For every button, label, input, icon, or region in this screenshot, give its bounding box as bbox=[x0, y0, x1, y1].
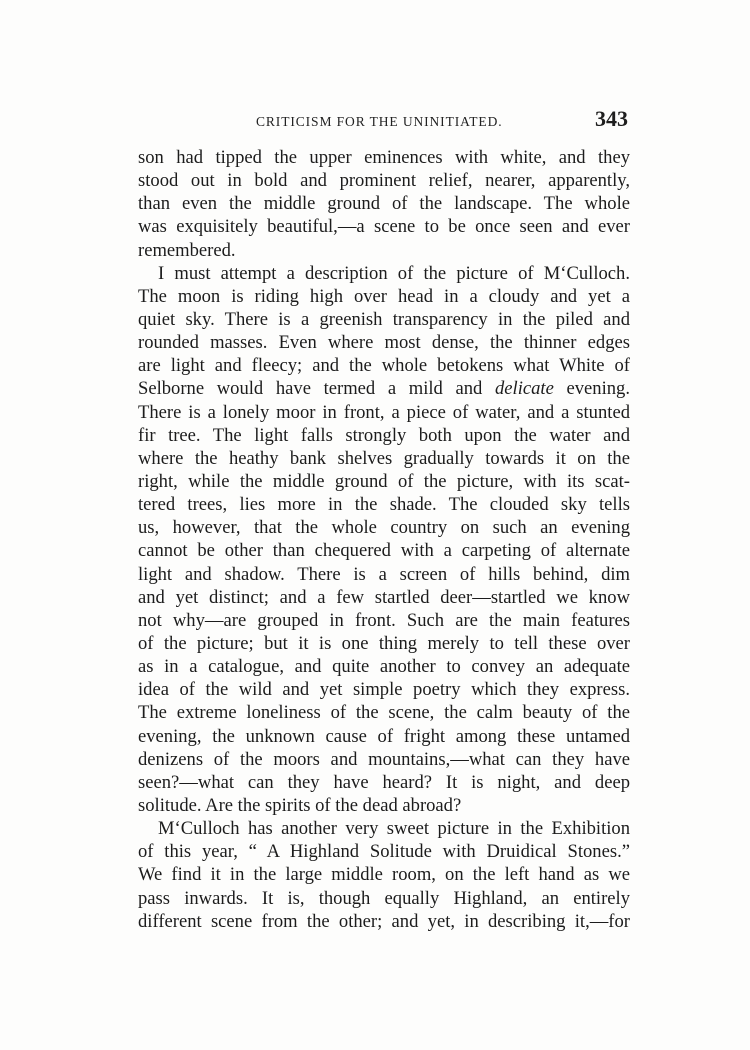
text-line: of the picture; but it is one thing merely to tell these over bbox=[138, 632, 630, 654]
page-number: 343 bbox=[595, 106, 628, 131]
text-line: fir tree. The light falls strongly both upon the water and bbox=[138, 424, 630, 446]
text-line-with-italic bbox=[138, 377, 630, 400]
text-line: son had tipped the upper eminences with white, and they bbox=[138, 147, 630, 168]
text-line: The extreme loneliness of the scene, the calm beauty of the bbox=[138, 702, 630, 724]
text-line: stood out in bold and prominent relief, nearer, apparently, bbox=[138, 170, 630, 192]
text-line: solitude. Are the spirits of the dead abroad? bbox=[138, 794, 462, 816]
text-line: light and shadow. There is a screen of hills behind, dim bbox=[138, 563, 630, 585]
text-line: as in a catalogue, and quite another to convey an adequate bbox=[138, 656, 630, 678]
paragraph-first-line: I must attempt a description of the picture of M‘Culloch. bbox=[158, 262, 630, 284]
text-line: We find it in the large middle room, on the left hand as we bbox=[138, 864, 630, 886]
running-title: CRITICISM FOR THE UNINITIATED. bbox=[256, 114, 503, 129]
text-line: are light and fleecy; and the whole betokens what White of bbox=[138, 355, 630, 377]
text-line: quiet sky. There is a greenish transparency in the piled and bbox=[138, 308, 630, 330]
text-line: evening, the unknown cause of fright among these untamed bbox=[138, 725, 630, 747]
body-text bbox=[138, 146, 630, 933]
text-line: of this year, “ A Highland Solitude with Druidical Stones.” bbox=[138, 841, 630, 863]
text-line: cannot be other than chequered with a carpeting of alternate bbox=[138, 540, 630, 562]
text-run: Selborne would have termed a mild and bbox=[138, 378, 495, 400]
text-line: right, while the middle ground of the picture, with its scat- bbox=[138, 470, 630, 492]
text-line: The moon is riding high over head in a cloudy and yet a bbox=[138, 285, 630, 307]
page-header bbox=[138, 104, 632, 138]
text-line: not why—are grouped in front. Such are the main features bbox=[138, 609, 630, 631]
text-line: than even the middle ground of the landscape. The whole bbox=[138, 193, 630, 215]
text-line: remembered. bbox=[138, 239, 236, 261]
text-line: was exquisitely beautiful,—a scene to be once seen and ever bbox=[138, 216, 630, 238]
text-line: idea of the wild and yet simple poetry which they express. bbox=[138, 679, 630, 701]
paragraph-first-line: M‘Culloch has another very sweet picture in the Exhibition bbox=[158, 818, 630, 840]
text-line: denizens of the moors and mountains,—what can they have bbox=[138, 748, 630, 770]
text-line: where the heathy bank shelves gradually towards it on the bbox=[138, 447, 630, 469]
italic-word: delicate bbox=[494, 378, 554, 400]
text-line: pass inwards. It is, though equally Highland, an entirely bbox=[138, 887, 630, 909]
text-line: rounded masses. Even where most dense, the thinner edges bbox=[138, 332, 630, 354]
text-line: There is a lonely moor in front, a piece of water, and a stunted bbox=[138, 401, 630, 423]
text-line: us, however, that the whole country on such an evening bbox=[138, 517, 630, 539]
text-line: and yet distinct; and a few startled deer—startled we know bbox=[138, 586, 630, 608]
text-line: seen?—what can they have heard? It is night, and deep bbox=[138, 771, 630, 793]
text-line: different scene from the other; and yet, in describing it,—for bbox=[138, 910, 630, 932]
text-run: evening. bbox=[553, 378, 630, 400]
text-line: tered trees, lies more in the shade. The clouded sky tells bbox=[138, 494, 630, 516]
